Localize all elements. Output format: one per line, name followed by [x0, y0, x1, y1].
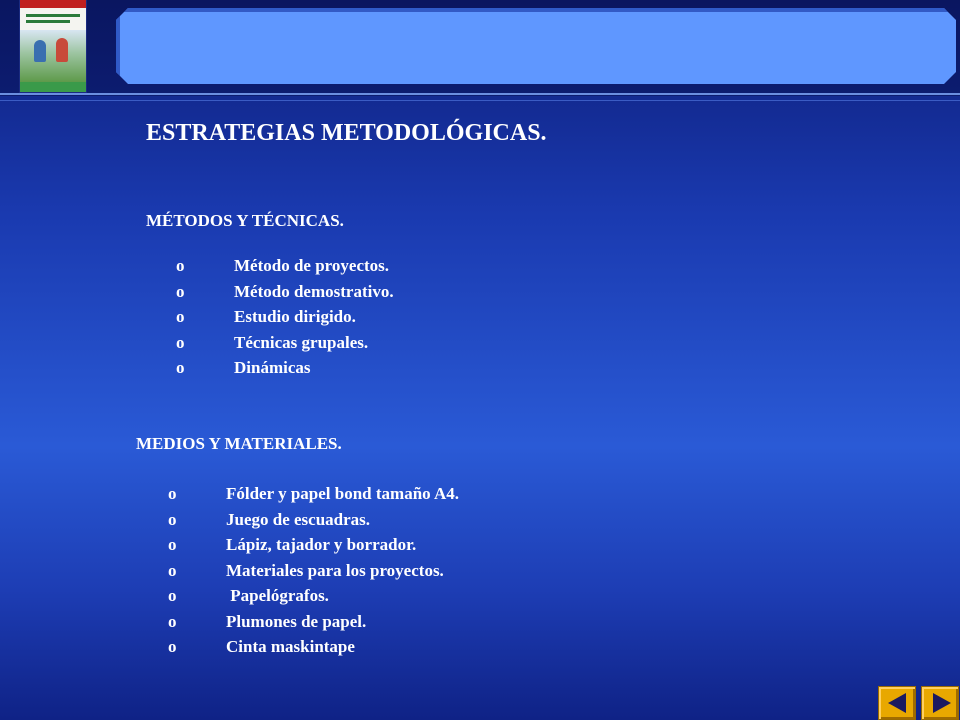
cover-top-band	[20, 0, 86, 8]
list-item	[168, 535, 588, 561]
list-item-text: Lápiz, tajador y borrador.	[226, 535, 417, 554]
methods-list	[176, 256, 576, 384]
bullet-marker: o	[168, 586, 177, 605]
slide-title: ESTRATEGIAS METODOLÓGICAS.	[146, 120, 547, 146]
list-item-text: Estudio dirigido.	[234, 307, 356, 326]
cover-photo-child	[34, 40, 46, 62]
title-panel	[116, 8, 960, 88]
bullet-marker: o	[176, 332, 185, 352]
curriculum-cover-thumbnail	[20, 0, 86, 92]
bullet-marker: o	[176, 281, 185, 301]
section-heading-materials: MEDIOS Y MATERIALES.	[136, 434, 342, 453]
list-item-text: Materiales para los proyectos.	[226, 560, 444, 580]
list-item	[176, 307, 576, 333]
bullet-marker: o	[176, 307, 185, 326]
cover-text-line	[26, 20, 70, 23]
bullet-marker: o	[168, 509, 177, 529]
previous-slide-button[interactable]	[878, 686, 916, 720]
list-item-text: Técnicas grupales.	[234, 332, 369, 352]
list-item	[168, 510, 588, 536]
list-item	[176, 358, 576, 384]
list-item-text: Dinámicas	[234, 358, 311, 377]
list-item-text: Método demostrativo.	[234, 281, 394, 301]
cover-photo-child	[56, 38, 68, 62]
list-item	[168, 586, 588, 612]
section-heading-methods: MÉTODOS Y TÉCNICAS.	[146, 211, 344, 230]
list-item	[168, 561, 588, 587]
bullet-marker: o	[176, 358, 185, 377]
bullet-marker: o	[168, 637, 177, 656]
next-slide-button[interactable]	[921, 686, 959, 720]
cover-photo	[20, 30, 86, 82]
list-item	[176, 282, 576, 308]
list-item	[168, 612, 588, 638]
bullet-marker: o	[168, 560, 177, 580]
bullet-marker: o	[168, 535, 177, 554]
bullet-marker: o	[168, 611, 177, 631]
bullet-marker: o	[168, 484, 177, 503]
list-item-text: Método de proyectos.	[234, 256, 390, 275]
triangle-left-icon	[888, 693, 906, 713]
materials-list	[168, 484, 588, 663]
list-item-text: Papelógrafos.	[226, 586, 329, 605]
list-item	[176, 333, 576, 359]
list-item	[168, 484, 588, 510]
bullet-marker: o	[176, 256, 185, 275]
cover-text-line	[26, 14, 80, 17]
cover-bottom-band	[20, 82, 86, 92]
list-item-text: Cinta maskintape	[226, 637, 355, 656]
triangle-right-icon	[933, 693, 951, 713]
list-item-text: Plumones de papel.	[226, 611, 367, 631]
list-item-text: Juego de escuadras.	[226, 509, 371, 529]
header-divider	[0, 93, 960, 95]
list-item-text: Fólder y papel bond tamaño A4.	[226, 484, 460, 503]
list-item	[168, 637, 588, 663]
header-divider-thin	[0, 100, 960, 101]
list-item	[176, 256, 576, 282]
